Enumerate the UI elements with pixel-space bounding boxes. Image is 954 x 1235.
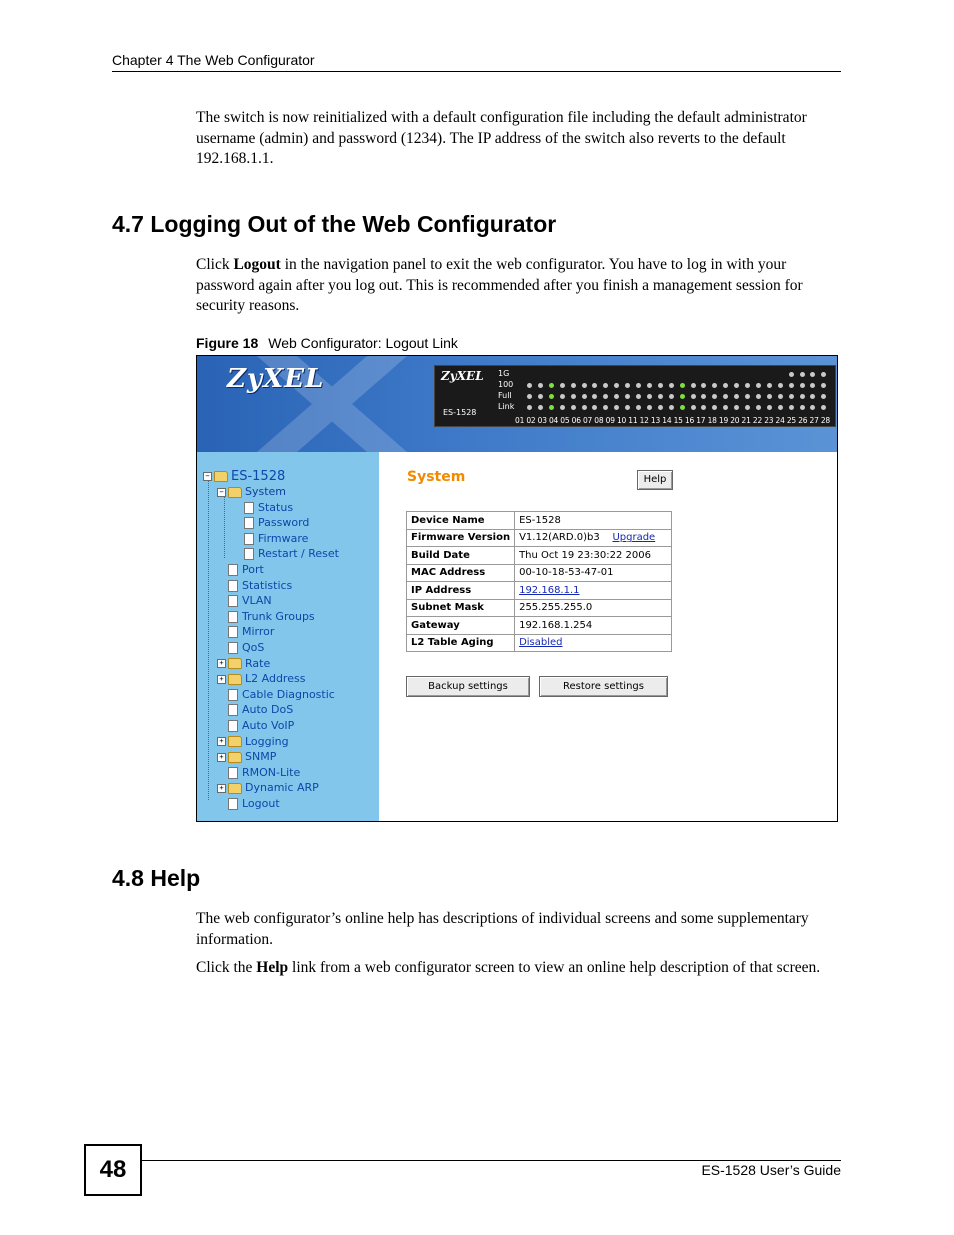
port-led [734,394,739,399]
nav-item[interactable]: Port [217,563,264,577]
port-led [592,383,597,388]
logout-bold: Logout [233,256,281,273]
panel-model: ES-1528 [443,408,477,417]
table-row [407,617,672,635]
port-led [669,405,674,410]
page-icon [244,533,254,545]
port-led [680,394,685,399]
help-paragraph-1: The web configurator’s online help has descriptions of individual screens and some supplementary information. [196,910,809,948]
port-led [560,405,565,410]
nav-item[interactable]: + SNMP [217,750,276,764]
port-led [778,405,783,410]
port-led [669,394,674,399]
port-led [625,383,630,388]
nav-item[interactable]: Mirror [217,625,274,639]
web-configurator-screenshot [196,355,838,822]
port-led [789,383,794,388]
panel-logo: ZyXEL [441,369,484,383]
folder-icon [228,783,242,794]
row-value: Thu Oct 19 23:30:22 2006 [515,547,672,565]
led-row-label: 100 [498,380,514,389]
expand-icon[interactable]: + [217,737,226,746]
navigation-panel [197,452,379,821]
table-row [407,547,672,565]
port-led [625,394,630,399]
port-led [603,405,608,410]
backup-settings-button[interactable]: Backup settings [406,676,530,697]
port-led [647,394,652,399]
row-key: Subnet Mask [407,599,515,617]
system-content [379,452,837,821]
row-key: Device Name [407,512,515,530]
port-led [636,394,641,399]
nav-item[interactable]: VLAN [217,594,272,608]
port-led [571,394,576,399]
page-icon [244,502,254,514]
folder-icon [228,752,242,763]
figure-label: Figure 18 [196,335,259,351]
header-rule [112,71,841,72]
port-led [778,394,783,399]
port-led [756,394,761,399]
port-led [658,383,663,388]
folder-icon [228,658,242,669]
port-led [821,383,826,388]
port-led [810,372,815,377]
folder-icon [228,674,242,685]
port-led [712,383,717,388]
port-led [691,394,696,399]
port-led [701,405,706,410]
logout-paragraph: Click Logout in the navigation panel to exit the web configurator. You have to log in with your password again after you log out. This is recommended after you finish a management session for security reasons. [196,256,803,314]
row-value: ES-1528 [515,512,672,530]
port-led [789,372,794,377]
page-icon [228,611,238,623]
page-icon [228,704,238,716]
nav-item[interactable]: Trunk Groups [217,610,315,624]
port-led [745,383,750,388]
nav-item[interactable]: Cable Diagnostic [217,688,335,702]
page-icon [228,642,238,654]
port-led [527,383,532,388]
port-led [592,405,597,410]
restore-settings-button[interactable]: Restore settings [539,676,668,697]
port-led [756,383,761,388]
nav-item[interactable]: Auto DoS [217,703,293,717]
port-led [538,394,543,399]
port-led [560,394,565,399]
row-key: IP Address [407,582,515,600]
port-led [810,383,815,388]
port-led [745,394,750,399]
nav-item[interactable]: RMON-Lite [217,766,300,780]
led-row-label: 1G [498,369,510,378]
value-link[interactable]: 192.168.1.1 [519,584,580,596]
banner [197,356,837,452]
footer-rule [140,1160,841,1161]
port-led [527,405,532,410]
port-led [701,394,706,399]
folder-open-icon [214,471,228,482]
port-led [582,383,587,388]
port-led [691,383,696,388]
port-led [745,405,750,410]
section-heading-help: 4.8 Help [112,865,201,891]
collapse-icon[interactable]: − [203,472,212,481]
port-led [614,383,619,388]
page-icon [244,548,254,560]
port-led [571,405,576,410]
port-led [691,405,696,410]
port-led [560,383,565,388]
led-row-label: Full [498,391,512,400]
expand-icon[interactable]: + [217,784,226,793]
port-led [680,405,685,410]
port-led [810,394,815,399]
row-key: Firmware Version [407,529,515,547]
footer-guide-title: ES-1528 User’s Guide [701,1162,841,1178]
page-icon [228,564,238,576]
port-led [549,405,554,410]
row-key: Build Date [407,547,515,565]
system-info-table [406,511,672,652]
port-led [800,372,805,377]
table-row [407,564,672,582]
table-row [407,582,672,600]
help-bold: Help [256,959,289,976]
nav-item[interactable]: + L2 Address [217,672,305,686]
page-icon [228,798,238,810]
page-icon [228,767,238,779]
row-value [515,582,672,600]
port-led [636,405,641,410]
figure-title: Web Configurator: Logout Link [268,335,458,351]
folder-icon [228,736,242,747]
expand-icon[interactable]: + [217,659,226,668]
nav-item[interactable]: + Logging [217,735,289,749]
nav-item[interactable]: QoS [217,641,264,655]
port-led [800,394,805,399]
port-led [723,383,728,388]
page-title: System [407,469,466,485]
port-led [669,383,674,388]
port-led [647,383,652,388]
upgrade-link[interactable]: Upgrade [612,532,656,544]
page-icon [228,720,238,732]
page-number: 48 [84,1144,142,1196]
port-led [821,372,826,377]
port-led [603,383,608,388]
section-heading-logout: 4.7 Logging Out of the Web Configurator [112,211,557,237]
port-led [647,405,652,410]
nav-item[interactable]: + Rate [217,657,270,671]
expand-icon[interactable]: + [217,753,226,762]
page-icon [228,689,238,701]
row-key: L2 Table Aging [407,634,515,652]
table-row [407,599,672,617]
switch-front-panel [434,365,836,427]
port-led [582,405,587,410]
port-led [821,394,826,399]
port-led [712,405,717,410]
port-led [538,383,543,388]
page-icon [228,595,238,607]
help-paragraph-2: Click the Help link from a web configurator screen to view an online help description of that screen. [196,959,821,976]
port-led [603,394,608,399]
nav-item[interactable]: Logout [217,797,280,811]
port-led [712,394,717,399]
row-value: 255.255.255.0 [515,599,672,617]
port-led [571,383,576,388]
nav-item[interactable]: Firmware [233,532,308,546]
expand-icon[interactable]: + [217,675,226,684]
port-led [625,405,630,410]
port-led [614,405,619,410]
nav-item[interactable]: Auto VoIP [217,719,294,733]
page-icon [228,580,238,592]
port-led [800,405,805,410]
nav-item[interactable]: Password [233,516,309,530]
port-led [767,394,772,399]
port-led [549,383,554,388]
port-led [800,383,805,388]
port-led [680,383,685,388]
table-row [407,512,672,530]
port-led [778,383,783,388]
collapse-icon[interactable]: − [217,488,226,497]
nav-item[interactable]: Status [233,501,293,515]
row-value: 192.168.1.254 [515,617,672,635]
port-numbers: 01 02 03 04 05 06 07 08 09 10 11 12 13 14 15 16 17 18 19 20 21 22 23 24 25 26 27 28 [515,416,830,425]
nav-item[interactable]: Restart / Reset [233,547,339,561]
page-icon [244,517,254,529]
page-icon [228,626,238,638]
value-link[interactable]: Disabled [519,637,563,649]
port-led [636,383,641,388]
chapter-header: Chapter 4 The Web Configurator [112,52,315,68]
port-led [821,405,826,410]
folder-open-icon [228,487,242,498]
port-led [810,405,815,410]
help-button[interactable]: Help [637,470,673,490]
nav-item[interactable]: − System [217,485,286,499]
row-value: V1.12(ARD.0)b3 Upgrade [515,529,672,547]
nav-item[interactable]: Statistics [217,579,292,593]
port-led [582,394,587,399]
port-led [538,405,543,410]
figure-caption [196,335,458,351]
port-led [723,405,728,410]
port-led [658,405,663,410]
table-row [407,529,672,547]
port-led [767,383,772,388]
port-led [734,405,739,410]
port-led [658,394,663,399]
row-value: 00-10-18-53-47-01 [515,564,672,582]
port-led [723,394,728,399]
port-led [614,394,619,399]
zyxel-logo: ZyXEL [227,364,325,394]
port-led [527,394,532,399]
port-led [592,394,597,399]
port-led [767,405,772,410]
row-value [515,634,672,652]
led-row-label: Link [498,402,515,411]
table-row [407,634,672,652]
nav-item[interactable]: + Dynamic ARP [217,781,319,795]
port-led [789,405,794,410]
port-led [756,405,761,410]
port-led [549,394,554,399]
intro-paragraph: The switch is now reinitialized with a default configuration file including the default administrator username (admin) and password (1234). The IP address of the switch also reverts to the default 192.168.1.1. [196,109,807,167]
nav-root-es1528[interactable]: − ES-1528 [203,470,285,484]
port-led [789,394,794,399]
row-key: MAC Address [407,564,515,582]
port-led [734,383,739,388]
port-led [701,383,706,388]
row-key: Gateway [407,617,515,635]
